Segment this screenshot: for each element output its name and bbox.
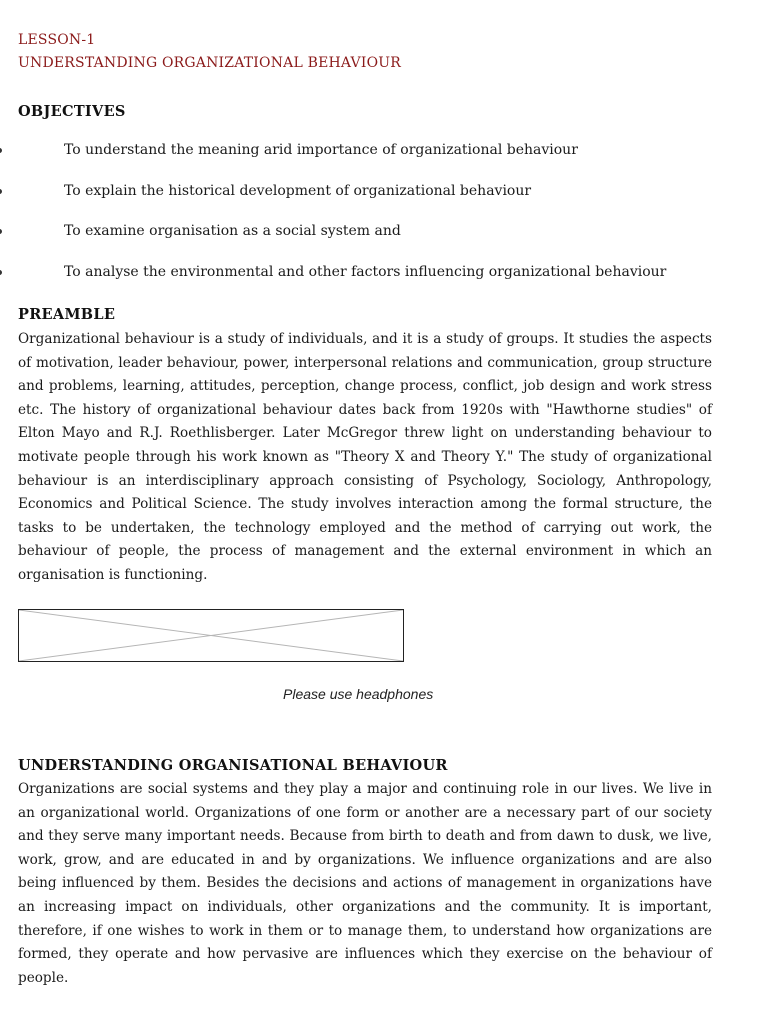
- objective-text: To explain the historical development of organizational behaviour: [64, 182, 532, 199]
- objectives-heading: OBJECTIVES: [18, 103, 126, 120]
- lesson-number: LESSON-1: [18, 32, 96, 48]
- preamble-heading: PREAMBLE: [18, 306, 116, 323]
- broken-image-icon: [19, 610, 403, 661]
- section-heading: UNDERSTANDING ORGANISATIONAL BEHAVIOUR: [18, 757, 448, 774]
- objective-item: [0, 261, 768, 302]
- media-player-placeholder[interactable]: [18, 609, 404, 662]
- bullet-icon: [0, 148, 2, 153]
- objective-text: To examine organisation as a social system and: [64, 223, 401, 239]
- preamble-paragraph: Organizational behaviour is a study of individuals, and it is a study of groups. It studies the aspects of motivation, leader behaviour, power, interpersonal relations and communication, group structure and problems, learning, attitudes, perception, change process, conflict, job design and work stress etc. The history of organizational behaviour dates back from 1920s with "Hawthorne studies" of Elton Mayo and R.J. Roethlisberger. Later McGregor threw light on understanding behaviour to motivate people through his work known as "Theory X and Theory Y." The study of organizational behaviour is an interdisciplinary approach consisting of Psychology, Sociology, Anthropology, Economics and Political Science. The study involves interaction among the formal structure, the tasks to be undertaken, the technology employed and the method of carrying out work, the behaviour of people, the process of management and the external environment in which an organisation is functioning.: [18, 331, 712, 583]
- objective-item: [0, 180, 768, 221]
- section-paragraph: Organizations are social systems and they play a major and continuing role in our lives. We live in an organizational world. Organizations of one form or another are a necessary part of our society and they serve many important needs. Because from birth to death and from dawn to dusk, we live, work, grow, and are educated in and by organizations. We influence organizations and are also being influenced by them. Besides the decisions and actions of management in organizations have an increasing impact on individuals, other organizations and the community. It is important, therefore, if one wishes to work in them or to manage them, to understand how organizations are formed, they operate and how pervasive are influences which they exercise on the behaviour of people.: [18, 781, 712, 986]
- objective-text: To understand the meaning arid importance of organizational behaviour: [64, 142, 578, 158]
- media-caption: Please use headphones: [283, 686, 434, 702]
- bullet-icon: [0, 270, 2, 275]
- objective-item: [0, 220, 768, 261]
- lesson-title: UNDERSTANDING ORGANIZATIONAL BEHAVIOUR: [18, 55, 402, 71]
- bullet-icon: [0, 189, 2, 194]
- objective-text: To analyse the environmental and other factors influencing organizational behaviour: [64, 263, 667, 280]
- objective-item: [0, 139, 768, 180]
- objectives-list: [0, 139, 768, 301]
- bullet-icon: [0, 229, 2, 234]
